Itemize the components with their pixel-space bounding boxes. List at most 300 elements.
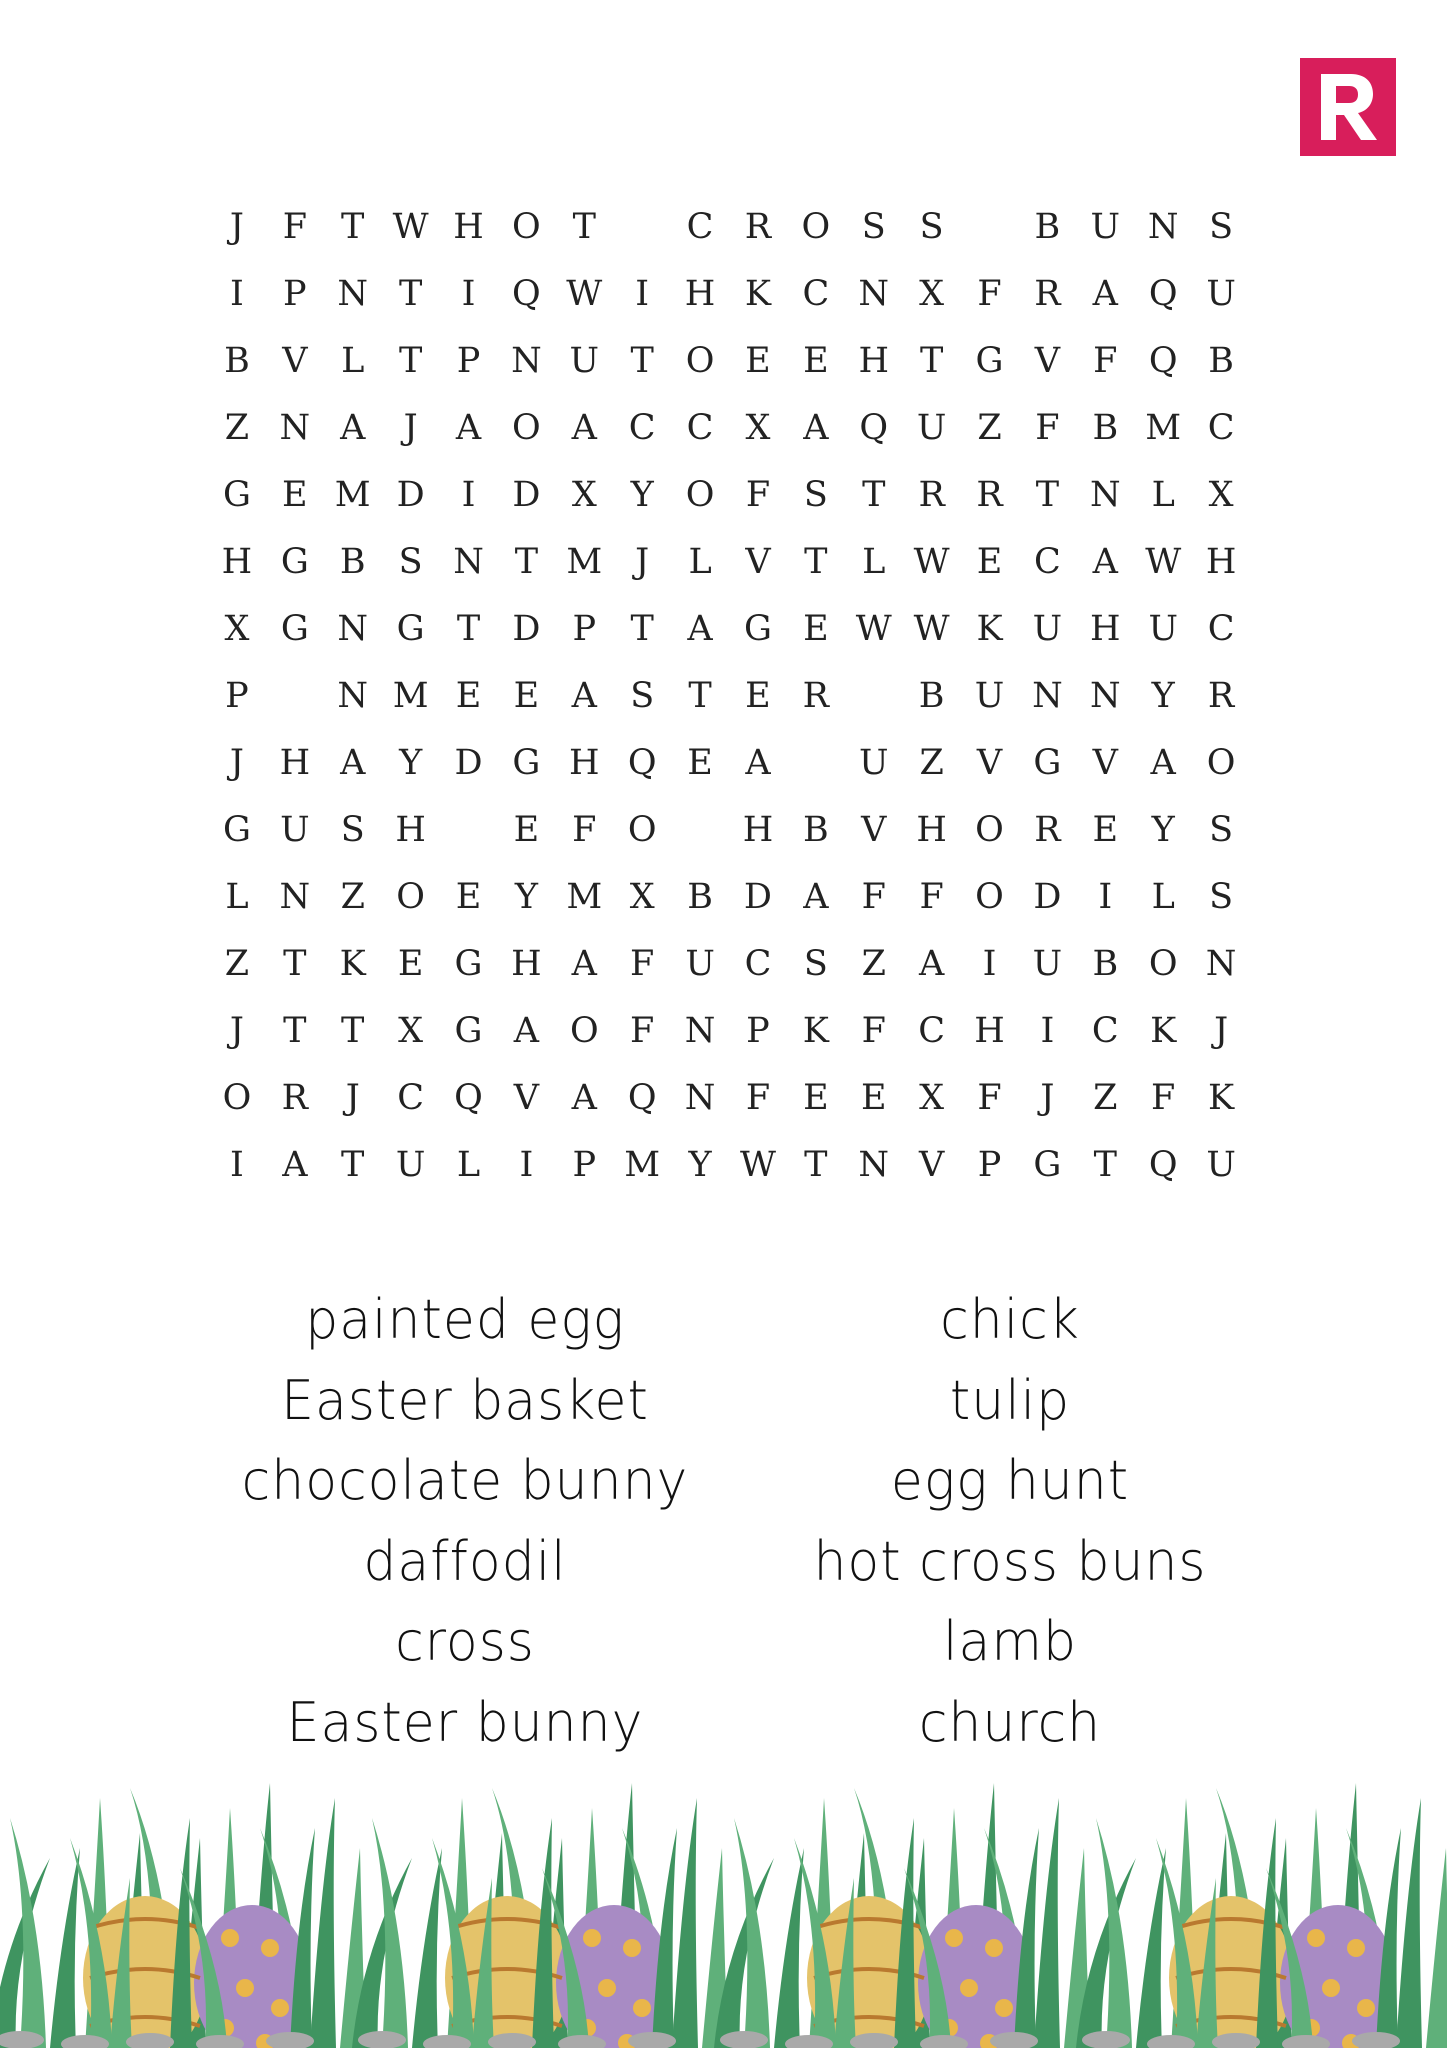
grid-cell: O [627, 810, 657, 850]
grid-cell: F [977, 274, 1002, 314]
grid-cell: H [511, 944, 542, 984]
grid-cell: I [1040, 1011, 1055, 1051]
grid-cell: M [624, 1145, 661, 1185]
grid-cell: Q [512, 274, 541, 314]
grid-cell: A [571, 944, 597, 984]
grid-cell: E [1092, 810, 1119, 850]
grid-cell: I [635, 274, 650, 314]
grid-cell: M [334, 475, 371, 515]
grid-cell: I [230, 1145, 244, 1185]
grid-cell: T [398, 341, 423, 381]
grid-cell: F [572, 810, 597, 850]
word-list-left [215, 1280, 715, 1763]
grid-cell: A [571, 408, 597, 448]
egg-flower-icon [1322, 1979, 1340, 1997]
grid-row [208, 864, 1250, 931]
grid-cell: H [742, 810, 774, 850]
grid-cell: F [861, 1011, 886, 1051]
grid-cell: A [571, 1078, 597, 1118]
grid-cell: L [688, 542, 712, 582]
grid-cell: N [1089, 475, 1121, 515]
grid-cell: P [572, 1145, 597, 1185]
grid-row [208, 596, 1250, 663]
grid-row [208, 529, 1250, 596]
grid-cell: V [745, 542, 771, 582]
grid-cell: A [745, 743, 771, 783]
grid-cell: H [569, 743, 600, 783]
grid-cell: W [855, 609, 892, 649]
grid-cell: D [512, 609, 541, 649]
grid-cell: J [345, 1078, 360, 1118]
grid-row [208, 1132, 1250, 1199]
grid-cell: W [392, 207, 429, 247]
grid-cell: Z [861, 944, 886, 984]
grid-cell: T [341, 1011, 365, 1051]
grid-cell: T [1035, 475, 1060, 515]
grid-cell: S [1209, 810, 1234, 850]
grid-cell: A [1092, 542, 1118, 582]
grid-cell: L [341, 341, 365, 381]
grid-cell: Y [688, 1145, 712, 1185]
grid-cell: O [685, 475, 715, 515]
grid-cell: B [1092, 408, 1119, 448]
grid-cell: H [858, 341, 889, 381]
grid-cell: S [398, 542, 423, 582]
grid-cell: C [1034, 542, 1061, 582]
egg-flower-icon [583, 1929, 601, 1947]
grid-cell: N [1205, 944, 1237, 984]
word-item: Easter bunny [286, 1690, 644, 1754]
grid-cell: L [1151, 877, 1175, 917]
grid-cell: L [1151, 475, 1175, 515]
grid-cell: B [1092, 944, 1119, 984]
grid-cell: T [688, 676, 712, 716]
grid-cell: N [858, 274, 890, 314]
grid-cell: B [918, 676, 945, 716]
grid-cell: V [1092, 743, 1118, 783]
grid-cell: C [686, 408, 714, 448]
grid-cell: N [453, 542, 484, 582]
egg-flower-icon [236, 1979, 254, 1997]
grid-cell: E [803, 1078, 829, 1118]
grid-cell: H [684, 274, 716, 314]
easter-grass-border [0, 1778, 1447, 2048]
word-item: tulip [949, 1368, 1071, 1432]
grid-cell: I [461, 475, 476, 515]
grid-cell: U [1206, 274, 1236, 314]
egg-flower-icon [623, 1939, 641, 1957]
grid-cell: B [687, 877, 713, 917]
egg-flower-icon [985, 1939, 1003, 1957]
grid-cell: G [975, 341, 1004, 381]
grid-cell: J [403, 408, 418, 448]
grid-cell: W [739, 1145, 776, 1185]
grid-cell: E [513, 810, 540, 850]
word-item: chocolate bunny [241, 1449, 689, 1513]
grid-cell: N [684, 1011, 716, 1051]
grid-cell: A [513, 1011, 540, 1051]
grid-cell: X [571, 475, 597, 515]
grid-cell: H [916, 810, 947, 850]
grass-blade-icon [1426, 1848, 1447, 2048]
grid-cell: C [744, 944, 772, 984]
grid-cell: E [803, 341, 829, 381]
grid-cell: N [684, 1078, 716, 1118]
grid-cell: N [1032, 676, 1063, 716]
grid-cell: G [454, 1011, 483, 1051]
grid-cell: U [1090, 207, 1121, 247]
grid-cell: S [861, 207, 886, 247]
grid-cell: T [456, 609, 481, 649]
grid-cell: U [974, 676, 1005, 716]
grid-cell: T [572, 207, 596, 247]
grid-row [208, 797, 1250, 864]
egg-flower-icon [960, 1979, 978, 1997]
grid-cell: I [519, 1145, 534, 1185]
grid-cell: G [396, 609, 425, 649]
grid-cell: L [225, 877, 249, 917]
grid-cell: J [1214, 1011, 1229, 1051]
grid-cell: W [566, 274, 603, 314]
grid-cell: E [803, 609, 829, 649]
grid-cell: S [919, 207, 944, 247]
grid-cell: D [512, 475, 541, 515]
grid-cell: B [802, 810, 829, 850]
grid-cell: H [395, 810, 426, 850]
grid-cell: H [1205, 542, 1237, 582]
grid-cell: B [1208, 341, 1234, 381]
grid-cell: E [282, 475, 308, 515]
grid-cell: C [802, 274, 830, 314]
grid-cell: P [225, 676, 249, 716]
grid-cell: V [1034, 341, 1061, 381]
grid-cell: F [1035, 408, 1060, 448]
grid-cell: N [337, 274, 369, 314]
grid-cell: W [913, 542, 950, 582]
grid-cell: S [1209, 877, 1234, 917]
grid-cell: F [1151, 1078, 1176, 1118]
grid-cell: Z [224, 944, 250, 984]
grid-cell: O [1148, 944, 1178, 984]
grid-cell: F [861, 877, 886, 917]
grid-cell: A [687, 609, 713, 649]
grid-cell: K [1150, 1011, 1177, 1051]
grid-cell: U [1206, 1145, 1236, 1185]
grid-cell: A [571, 676, 597, 716]
grid-cell: C [628, 408, 656, 448]
grid-cell: K [1208, 1078, 1235, 1118]
grid-cell: U [685, 944, 715, 984]
egg-flower-icon [598, 1979, 616, 1997]
grid-cell: A [803, 877, 829, 917]
egg-flower-icon [261, 1939, 279, 1957]
grass-blade-icon [412, 1848, 442, 2048]
grid-cell: G [222, 810, 251, 850]
brand-logo [1300, 58, 1396, 156]
grid-cell: A [455, 408, 482, 448]
egg-flower-icon [1307, 1929, 1325, 1947]
grass-tile [1076, 1783, 1447, 2048]
grid-cell: O [801, 207, 831, 247]
grid-cell: V [513, 1078, 540, 1118]
grid-cell: Z [224, 408, 250, 448]
grid-cell: G [1033, 1145, 1062, 1185]
grid-cell: S [630, 676, 655, 716]
grid-cell: Z [977, 408, 1002, 448]
grid-cell: V [861, 810, 887, 850]
grid-cell: C [918, 1011, 946, 1051]
grid-cell: A [282, 1145, 308, 1185]
egg-flower-icon [945, 1929, 963, 1947]
grid-cell: Q [1148, 1145, 1178, 1185]
grid-cell: N [511, 341, 542, 381]
grid-row [208, 395, 1250, 462]
grid-cell: Y [399, 743, 423, 783]
grid-cell: M [566, 542, 603, 582]
grid-cell: A [1150, 743, 1176, 783]
grid-cell: U [569, 341, 600, 381]
grid-cell: C [397, 1078, 424, 1118]
grid-cell: X [919, 274, 945, 314]
grid-cell: G [222, 475, 251, 515]
grid-cell: O [975, 877, 1004, 917]
grid-cell: O [975, 810, 1004, 850]
word-item: lamb [943, 1610, 1077, 1674]
egg-flower-icon [1347, 1939, 1365, 1957]
grid-cell: K [744, 274, 772, 314]
grid-row [208, 328, 1250, 395]
grid-cell: E [745, 341, 771, 381]
grid-cell: H [974, 1011, 1005, 1051]
grid-cell: F [630, 944, 655, 984]
grid-cell: U [916, 408, 947, 448]
grid-cell: N [1089, 676, 1121, 716]
grid-cell: O [569, 1011, 599, 1051]
grid-cell: Q [454, 1078, 483, 1118]
grid-cell: Q [859, 408, 889, 448]
grid-cell: E [397, 944, 424, 984]
egg-flower-icon [633, 1999, 651, 2017]
grid-cell: F [1093, 341, 1118, 381]
grid-cell: R [802, 676, 830, 716]
grid-cell: B [1034, 207, 1061, 247]
grid-cell: T [341, 207, 365, 247]
grid-cell: E [455, 877, 482, 917]
grid-cell: F [630, 1011, 655, 1051]
grid-cell: E [745, 676, 771, 716]
grid-cell: R [744, 207, 772, 247]
grid-cell: A [1092, 274, 1118, 314]
grid-cell: U [395, 1145, 426, 1185]
grid-cell: U [858, 743, 889, 783]
grid-cell: R [976, 475, 1003, 515]
grid-cell: S [1209, 207, 1234, 247]
grid-cell: B [339, 542, 366, 582]
grid-cell: E [976, 542, 1003, 582]
egg-flower-icon [221, 1929, 239, 1947]
grid-cell: G [280, 609, 309, 649]
grid-cell: O [222, 1078, 252, 1118]
grid-cell: G [454, 944, 483, 984]
grid-cell: R [1034, 810, 1061, 850]
grid-cell: J [229, 207, 244, 247]
grid-cell: P [977, 1145, 1002, 1185]
grid-cell: G [512, 743, 541, 783]
grid-cell: T [1093, 1145, 1117, 1185]
grid-cell: N [279, 877, 311, 917]
grid-cell: I [1098, 877, 1113, 917]
grid-cell: A [803, 408, 829, 448]
word-item: cross [395, 1610, 535, 1674]
grid-cell: O [512, 207, 541, 247]
grid-cell: G [1033, 743, 1062, 783]
grid-cell: I [230, 274, 244, 314]
grid-row [208, 1065, 1250, 1132]
grid-cell: V [918, 1145, 945, 1185]
grid-cell: X [398, 1011, 424, 1051]
r-logo-icon [1313, 70, 1383, 144]
grid-row [208, 261, 1250, 328]
grass-blade-icon [774, 1848, 804, 2048]
grid-cell: I [982, 944, 997, 984]
grid-cell: J [1040, 1078, 1055, 1118]
grid-cell: D [396, 475, 425, 515]
grid-cell: K [976, 609, 1003, 649]
grid-cell: F [977, 1078, 1002, 1118]
grid-cell: K [339, 944, 366, 984]
grid-cell: H [221, 542, 253, 582]
grid-row [208, 194, 1250, 261]
grid-cell: L [456, 1145, 481, 1185]
grid-cell: H [279, 743, 311, 783]
grid-cell: O [1206, 743, 1236, 783]
grid-cell: C [1207, 609, 1235, 649]
grid-cell: P [456, 341, 481, 381]
grid-cell: D [454, 743, 483, 783]
grid-cell: C [1207, 408, 1235, 448]
grid-cell: H [1090, 609, 1121, 649]
grid-cell: P [572, 609, 597, 649]
grid-row [208, 730, 1250, 797]
grid-cell: X [745, 408, 771, 448]
grid-cell: T [630, 609, 654, 649]
grid-cell: T [514, 542, 539, 582]
grass-blade-icon [50, 1848, 80, 2048]
grid-cell: P [746, 1011, 770, 1051]
grid-cell: U [1032, 944, 1063, 984]
grid-cell: D [1033, 877, 1062, 917]
grid-cell: T [283, 1011, 307, 1051]
grid-cell: T [630, 341, 654, 381]
grid-cell: N [337, 609, 369, 649]
grid-cell: A [340, 408, 366, 448]
word-item: Easter basket [281, 1368, 649, 1432]
egg-flower-icon [1357, 1999, 1375, 2017]
grid-cell: Y [1151, 810, 1175, 850]
grid-cell: B [224, 341, 250, 381]
grid-cell: S [803, 944, 828, 984]
grid-cell: H [453, 207, 484, 247]
grid-cell: T [341, 1145, 365, 1185]
grid-cell: O [512, 408, 541, 448]
word-item: hot cross buns [813, 1529, 1207, 1593]
grid-cell: E [687, 743, 713, 783]
grid-cell: A [340, 743, 366, 783]
grid-cell: R [918, 475, 945, 515]
grid-cell: Q [627, 1078, 657, 1118]
grid-cell: F [282, 207, 307, 247]
grid-cell: T [804, 542, 828, 582]
grid-cell: G [280, 542, 309, 582]
grid-cell: O [396, 877, 425, 917]
grid-cell: S [340, 810, 365, 850]
grid-cell: Z [919, 743, 944, 783]
grid-cell: U [280, 810, 310, 850]
grid-cell: Q [1148, 341, 1178, 381]
grid-cell: F [745, 1078, 771, 1118]
grid-cell: P [283, 274, 307, 314]
grid-cell: A [918, 944, 945, 984]
egg-flower-icon [995, 1999, 1013, 2017]
grid-cell: N [279, 408, 311, 448]
grid-cell: Q [627, 743, 657, 783]
grid-cell: I [461, 274, 476, 314]
grid-row [208, 462, 1250, 529]
grid-cell: U [1032, 609, 1063, 649]
grid-cell: N [1147, 207, 1179, 247]
grid-cell: J [635, 542, 650, 582]
grass-tile [0, 1783, 366, 2048]
word-item: daffodil [363, 1529, 567, 1593]
grid-cell: X [1208, 475, 1234, 515]
grid-cell: J [229, 1011, 244, 1051]
grid-cell: N [337, 676, 369, 716]
grid-cell: W [1145, 542, 1182, 582]
grid-cell: E [513, 676, 540, 716]
grid-cell: M [566, 877, 603, 917]
grass-tile [352, 1783, 728, 2048]
word-item: egg hunt [890, 1449, 1130, 1513]
grid-cell: V [282, 341, 308, 381]
grid-cell: Y [630, 475, 654, 515]
grass-tile [714, 1783, 1090, 2048]
grid-cell: C [1091, 1011, 1119, 1051]
grid-cell: T [862, 475, 886, 515]
grid-cell: X [224, 609, 250, 649]
grid-row [208, 663, 1250, 730]
grid-row [208, 998, 1250, 1065]
grass-blade-icon [1136, 1848, 1166, 2048]
grid-cell: E [455, 676, 482, 716]
grid-cell: T [804, 1145, 828, 1185]
grid-cell: Y [1151, 676, 1175, 716]
grid-cell: R [1207, 676, 1235, 716]
grid-cell: Q [1148, 274, 1178, 314]
grid-cell: F [745, 475, 771, 515]
grid-cell: M [1145, 408, 1182, 448]
grid-cell: F [919, 877, 944, 917]
grid-cell: L [862, 542, 886, 582]
grid-cell: U [1148, 609, 1178, 649]
grid-cell: W [913, 609, 950, 649]
grid-cell: N [858, 1145, 890, 1185]
grid-cell: R [281, 1078, 309, 1118]
grid-cell: M [392, 676, 429, 716]
grid-cell: Z [1093, 1078, 1118, 1118]
grid-cell: K [802, 1011, 829, 1051]
word-item: church [918, 1690, 1102, 1754]
grid-cell: T [919, 341, 944, 381]
